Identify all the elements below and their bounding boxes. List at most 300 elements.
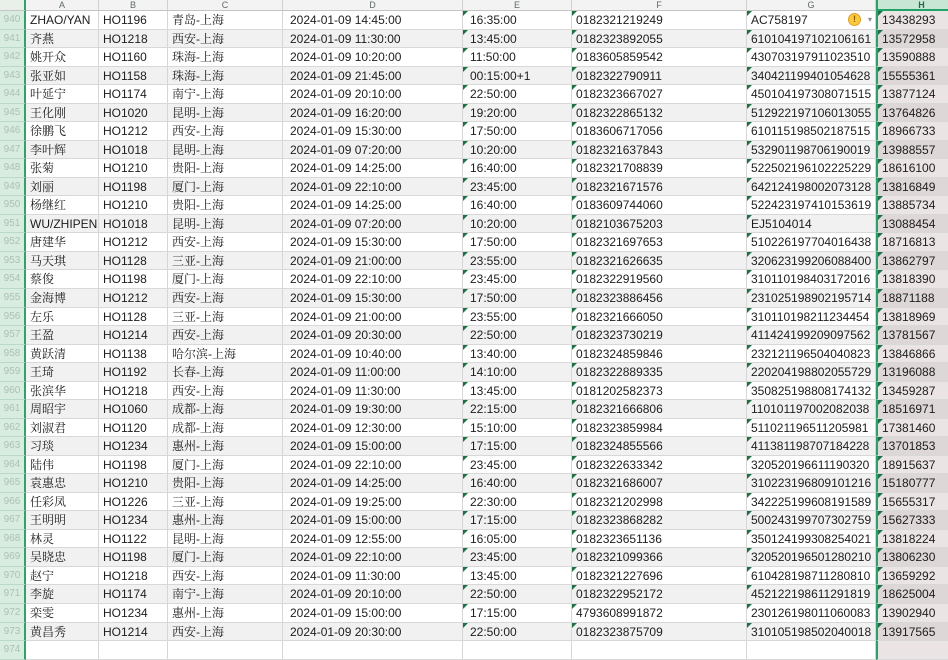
cell-id_no[interactable]: [747, 48, 876, 67]
cell-departure[interactable]: [283, 326, 463, 345]
cell-route[interactable]: [168, 641, 283, 660]
cell-departure[interactable]: [283, 215, 463, 234]
cell-flight_no[interactable]: [99, 30, 168, 49]
cell-arrival[interactable]: [463, 141, 572, 160]
cell-arrival[interactable]: [463, 233, 572, 252]
row-number-cell[interactable]: 954: [0, 270, 26, 289]
cell-name[interactable]: [26, 567, 99, 586]
cell-route[interactable]: [168, 11, 283, 30]
cell-route[interactable]: [168, 85, 283, 104]
cell-name[interactable]: [26, 382, 99, 401]
row-number-cell[interactable]: 945: [0, 104, 26, 123]
column-header-C[interactable]: C: [168, 0, 283, 11]
cell-id_no[interactable]: [747, 345, 876, 364]
cell-id_no[interactable]: [747, 85, 876, 104]
cell-ticket_no[interactable]: [572, 456, 747, 475]
cell-route[interactable]: [168, 548, 283, 567]
row-number-cell[interactable]: 961: [0, 400, 26, 419]
cell-phone[interactable]: [876, 641, 948, 660]
cell-departure[interactable]: [283, 511, 463, 530]
cell-departure[interactable]: [283, 456, 463, 475]
cell-id_no[interactable]: [747, 178, 876, 197]
row-number-cell[interactable]: 967: [0, 511, 26, 530]
cell-phone[interactable]: [876, 289, 948, 308]
cell-name[interactable]: [26, 623, 99, 642]
cell-arrival[interactable]: [463, 511, 572, 530]
cell-phone[interactable]: [876, 419, 948, 438]
row-number-cell[interactable]: 943: [0, 67, 26, 86]
cell-departure[interactable]: [283, 122, 463, 141]
cell-flight_no[interactable]: [99, 289, 168, 308]
cell-id_no[interactable]: [747, 437, 876, 456]
cell-route[interactable]: [168, 623, 283, 642]
cell-arrival[interactable]: [463, 400, 572, 419]
cell-name[interactable]: [26, 419, 99, 438]
cell-departure[interactable]: [283, 178, 463, 197]
cell-flight_no[interactable]: [99, 419, 168, 438]
cell-id_no[interactable]: [747, 363, 876, 382]
cell-name[interactable]: [26, 85, 99, 104]
cell-name[interactable]: [26, 641, 99, 660]
cell-name[interactable]: [26, 178, 99, 197]
cell-departure[interactable]: [283, 141, 463, 160]
row-number-cell[interactable]: 960: [0, 382, 26, 401]
cell-name[interactable]: [26, 437, 99, 456]
cell-route[interactable]: [168, 511, 283, 530]
cell-phone[interactable]: [876, 567, 948, 586]
cell-route[interactable]: [168, 252, 283, 271]
cell-flight_no[interactable]: [99, 382, 168, 401]
cell-departure[interactable]: [283, 623, 463, 642]
cell-route[interactable]: [168, 159, 283, 178]
cell-ticket_no[interactable]: [572, 122, 747, 141]
cell-ticket_no[interactable]: [572, 530, 747, 549]
cell-flight_no[interactable]: [99, 400, 168, 419]
cell-ticket_no[interactable]: [572, 104, 747, 123]
cell-name[interactable]: [26, 141, 99, 160]
cell-name[interactable]: [26, 48, 99, 67]
cell-ticket_no[interactable]: [572, 11, 747, 30]
cell-id_no[interactable]: [747, 141, 876, 160]
row-number-cell[interactable]: 946: [0, 122, 26, 141]
cell-arrival[interactable]: [463, 530, 572, 549]
cell-name[interactable]: [26, 456, 99, 475]
cell-phone[interactable]: [876, 511, 948, 530]
cell-route[interactable]: [168, 178, 283, 197]
cell-departure[interactable]: [283, 382, 463, 401]
cell-route[interactable]: [168, 196, 283, 215]
cell-ticket_no[interactable]: [572, 308, 747, 327]
cell-id_no[interactable]: [747, 289, 876, 308]
cell-flight_no[interactable]: [99, 11, 168, 30]
cell-ticket_no[interactable]: [572, 585, 747, 604]
cell-departure[interactable]: [283, 604, 463, 623]
cell-route[interactable]: [168, 270, 283, 289]
cell-name[interactable]: [26, 308, 99, 327]
cell-arrival[interactable]: [463, 456, 572, 475]
cell-arrival[interactable]: [463, 363, 572, 382]
cell-phone[interactable]: [876, 382, 948, 401]
cell-name[interactable]: [26, 67, 99, 86]
cell-id_no[interactable]: [747, 623, 876, 642]
cell-phone[interactable]: [876, 178, 948, 197]
row-number-cell[interactable]: 952: [0, 233, 26, 252]
cell-ticket_no[interactable]: [572, 215, 747, 234]
column-header-F[interactable]: F: [572, 0, 747, 11]
cell-ticket_no[interactable]: [572, 326, 747, 345]
cell-departure[interactable]: [283, 567, 463, 586]
cell-ticket_no[interactable]: [572, 363, 747, 382]
cell-route[interactable]: [168, 363, 283, 382]
cell-route[interactable]: [168, 474, 283, 493]
cell-flight_no[interactable]: [99, 159, 168, 178]
row-number-cell[interactable]: 953: [0, 252, 26, 271]
cell-route[interactable]: [168, 382, 283, 401]
cell-name[interactable]: [26, 196, 99, 215]
cell-arrival[interactable]: [463, 178, 572, 197]
cell-phone[interactable]: [876, 270, 948, 289]
cell-flight_no[interactable]: [99, 567, 168, 586]
cell-route[interactable]: [168, 48, 283, 67]
row-number-cell[interactable]: 962: [0, 419, 26, 438]
row-number-cell[interactable]: 944: [0, 85, 26, 104]
cell-route[interactable]: [168, 345, 283, 364]
cell-departure[interactable]: [283, 196, 463, 215]
cell-departure[interactable]: [283, 437, 463, 456]
cell-phone[interactable]: [876, 345, 948, 364]
cell-route[interactable]: [168, 400, 283, 419]
cell-arrival[interactable]: [463, 48, 572, 67]
cell-phone[interactable]: [876, 474, 948, 493]
cell-ticket_no[interactable]: [572, 493, 747, 512]
cell-flight_no[interactable]: [99, 178, 168, 197]
cell-arrival[interactable]: [463, 308, 572, 327]
cell-route[interactable]: [168, 419, 283, 438]
cell-phone[interactable]: [876, 604, 948, 623]
cell-phone[interactable]: [876, 308, 948, 327]
cell-id_no[interactable]: [747, 326, 876, 345]
cell-flight_no[interactable]: [99, 326, 168, 345]
cell-ticket_no[interactable]: [572, 252, 747, 271]
cell-arrival[interactable]: [463, 382, 572, 401]
cell-departure[interactable]: [283, 30, 463, 49]
cell-id_no[interactable]: [747, 511, 876, 530]
row-number-cell[interactable]: 950: [0, 196, 26, 215]
cell-id_no[interactable]: [747, 604, 876, 623]
row-number-cell[interactable]: 969: [0, 548, 26, 567]
cell-id_no[interactable]: [747, 122, 876, 141]
chevron-down-icon[interactable]: ▾: [867, 15, 872, 24]
cell-route[interactable]: [168, 104, 283, 123]
row-number-cell[interactable]: 970: [0, 567, 26, 586]
cell-ticket_no[interactable]: [572, 289, 747, 308]
row-number-cell[interactable]: 949: [0, 178, 26, 197]
cell-departure[interactable]: [283, 11, 463, 30]
cell-flight_no[interactable]: [99, 48, 168, 67]
cell-arrival[interactable]: [463, 67, 572, 86]
row-number-cell[interactable]: 974: [0, 641, 26, 660]
cell-route[interactable]: [168, 326, 283, 345]
row-number-cell[interactable]: 966: [0, 493, 26, 512]
cell-arrival[interactable]: [463, 345, 572, 364]
cell-ticket_no[interactable]: [572, 30, 747, 49]
column-header-D[interactable]: D: [283, 0, 463, 11]
cell-arrival[interactable]: [463, 474, 572, 493]
cell-id_no[interactable]: [747, 456, 876, 475]
cell-route[interactable]: [168, 289, 283, 308]
select-all-corner[interactable]: [0, 0, 26, 11]
cell-id_no[interactable]: [747, 474, 876, 493]
error-warning-icon[interactable]: !: [848, 13, 861, 26]
cell-phone[interactable]: [876, 122, 948, 141]
row-number-cell[interactable]: 947: [0, 141, 26, 160]
cell-name[interactable]: [26, 159, 99, 178]
cell-ticket_no[interactable]: [572, 474, 747, 493]
cell-departure[interactable]: [283, 159, 463, 178]
cell-name[interactable]: [26, 493, 99, 512]
cell-flight_no[interactable]: [99, 85, 168, 104]
cell-ticket_no[interactable]: [572, 345, 747, 364]
cell-name[interactable]: [26, 604, 99, 623]
cell-phone[interactable]: [876, 548, 948, 567]
cell-phone[interactable]: [876, 456, 948, 475]
cell-flight_no[interactable]: [99, 233, 168, 252]
cell-name[interactable]: [26, 585, 99, 604]
cell-departure[interactable]: [283, 289, 463, 308]
cell-name[interactable]: [26, 400, 99, 419]
column-header-G[interactable]: G: [747, 0, 876, 11]
row-number-cell[interactable]: 940: [0, 11, 26, 30]
cell-ticket_no[interactable]: [572, 567, 747, 586]
row-number-cell[interactable]: 965: [0, 474, 26, 493]
cell-flight_no[interactable]: [99, 641, 168, 660]
cell-id_no[interactable]: [747, 530, 876, 549]
cell-arrival[interactable]: [463, 30, 572, 49]
cell-flight_no[interactable]: [99, 104, 168, 123]
cell-id_no[interactable]: [747, 585, 876, 604]
cell-ticket_no[interactable]: [572, 400, 747, 419]
cell-phone[interactable]: [876, 400, 948, 419]
cell-arrival[interactable]: [463, 122, 572, 141]
column-header-E[interactable]: E: [463, 0, 572, 11]
cell-route[interactable]: [168, 493, 283, 512]
cell-phone[interactable]: [876, 233, 948, 252]
cell-departure[interactable]: [283, 270, 463, 289]
cell-name[interactable]: [26, 345, 99, 364]
cell-phone[interactable]: [876, 252, 948, 271]
cell-phone[interactable]: [876, 196, 948, 215]
cell-id_no[interactable]: [747, 567, 876, 586]
cell-id_no[interactable]: [747, 419, 876, 438]
cell-phone[interactable]: [876, 67, 948, 86]
row-number-cell[interactable]: 955: [0, 289, 26, 308]
cell-id_no[interactable]: [747, 548, 876, 567]
cell-flight_no[interactable]: [99, 252, 168, 271]
cell-flight_no[interactable]: [99, 493, 168, 512]
cell-ticket_no[interactable]: [572, 548, 747, 567]
cell-flight_no[interactable]: [99, 196, 168, 215]
cell-route[interactable]: [168, 122, 283, 141]
cell-flight_no[interactable]: [99, 67, 168, 86]
cell-ticket_no[interactable]: [572, 85, 747, 104]
cell-departure[interactable]: [283, 48, 463, 67]
cell-phone[interactable]: [876, 530, 948, 549]
cell-route[interactable]: [168, 308, 283, 327]
cell-phone[interactable]: [876, 11, 948, 30]
cell-ticket_no[interactable]: [572, 511, 747, 530]
cell-name[interactable]: [26, 289, 99, 308]
cell-departure[interactable]: [283, 530, 463, 549]
cell-departure[interactable]: [283, 67, 463, 86]
cell-departure[interactable]: [283, 104, 463, 123]
cell-phone[interactable]: [876, 585, 948, 604]
cell-phone[interactable]: [876, 326, 948, 345]
cell-departure[interactable]: [283, 400, 463, 419]
cell-flight_no[interactable]: [99, 511, 168, 530]
cell-route[interactable]: [168, 530, 283, 549]
cell-route[interactable]: [168, 567, 283, 586]
cell-name[interactable]: [26, 270, 99, 289]
row-number-cell[interactable]: 972: [0, 604, 26, 623]
cell-departure[interactable]: [283, 548, 463, 567]
cell-flight_no[interactable]: [99, 456, 168, 475]
cell-flight_no[interactable]: [99, 585, 168, 604]
cell-arrival[interactable]: [463, 215, 572, 234]
cell-id_no[interactable]: [747, 104, 876, 123]
cell-route[interactable]: [168, 67, 283, 86]
cell-id_no[interactable]: [747, 400, 876, 419]
cell-route[interactable]: [168, 456, 283, 475]
cell-ticket_no[interactable]: [572, 141, 747, 160]
row-number-cell[interactable]: 956: [0, 308, 26, 327]
row-number-cell[interactable]: 963: [0, 437, 26, 456]
cell-phone[interactable]: [876, 493, 948, 512]
cell-ticket_no[interactable]: [572, 623, 747, 642]
cell-arrival[interactable]: [463, 289, 572, 308]
cell-departure[interactable]: [283, 252, 463, 271]
cell-departure[interactable]: [283, 345, 463, 364]
cell-id_no[interactable]: [747, 196, 876, 215]
cell-ticket_no[interactable]: [572, 419, 747, 438]
cell-name[interactable]: [26, 548, 99, 567]
cell-arrival[interactable]: [463, 11, 572, 30]
cell-id_no[interactable]: [747, 159, 876, 178]
cell-id_no[interactable]: [747, 252, 876, 271]
cell-route[interactable]: [168, 437, 283, 456]
cell-ticket_no[interactable]: [572, 437, 747, 456]
cell-phone[interactable]: [876, 363, 948, 382]
cell-departure[interactable]: [283, 419, 463, 438]
cell-name[interactable]: [26, 122, 99, 141]
cell-arrival[interactable]: [463, 548, 572, 567]
cell-name[interactable]: [26, 215, 99, 234]
cell-ticket_no[interactable]: [572, 178, 747, 197]
cell-flight_no[interactable]: [99, 141, 168, 160]
cell-phone[interactable]: [876, 623, 948, 642]
cell-name[interactable]: [26, 326, 99, 345]
cell-name[interactable]: [26, 11, 99, 30]
cell-departure[interactable]: [283, 641, 463, 660]
row-number-cell[interactable]: 948: [0, 159, 26, 178]
cell-arrival[interactable]: [463, 85, 572, 104]
cell-flight_no[interactable]: [99, 604, 168, 623]
cell-flight_no[interactable]: [99, 437, 168, 456]
cell-route[interactable]: [168, 585, 283, 604]
cell-departure[interactable]: [283, 308, 463, 327]
cell-flight_no[interactable]: [99, 122, 168, 141]
cell-departure[interactable]: [283, 363, 463, 382]
cell-flight_no[interactable]: [99, 548, 168, 567]
cell-id_no[interactable]: [747, 215, 876, 234]
row-number-cell[interactable]: 971: [0, 585, 26, 604]
row-number-cell[interactable]: 959: [0, 363, 26, 382]
cell-flight_no[interactable]: [99, 270, 168, 289]
row-number-cell[interactable]: 968: [0, 530, 26, 549]
cell-ticket_no[interactable]: [572, 233, 747, 252]
cell-arrival[interactable]: [463, 567, 572, 586]
cell-arrival[interactable]: [463, 419, 572, 438]
cell-name[interactable]: [26, 363, 99, 382]
cell-flight_no[interactable]: [99, 345, 168, 364]
cell-arrival[interactable]: [463, 326, 572, 345]
cell-flight_no[interactable]: [99, 474, 168, 493]
cell-phone[interactable]: [876, 141, 948, 160]
cell-arrival[interactable]: [463, 159, 572, 178]
cell-arrival[interactable]: [463, 585, 572, 604]
row-number-cell[interactable]: 951: [0, 215, 26, 234]
cell-flight_no[interactable]: [99, 308, 168, 327]
cell-id_no[interactable]: [747, 233, 876, 252]
cell-route[interactable]: [168, 215, 283, 234]
cell-name[interactable]: [26, 104, 99, 123]
cell-id_no[interactable]: [747, 493, 876, 512]
cell-arrival[interactable]: [463, 270, 572, 289]
cell-phone[interactable]: [876, 104, 948, 123]
cell-ticket_no[interactable]: [572, 604, 747, 623]
cell-route[interactable]: [168, 604, 283, 623]
cell-arrival[interactable]: [463, 493, 572, 512]
cell-name[interactable]: [26, 530, 99, 549]
cell-id_no[interactable]: [747, 641, 876, 660]
cell-route[interactable]: [168, 233, 283, 252]
cell-arrival[interactable]: [463, 252, 572, 271]
cell-departure[interactable]: [283, 474, 463, 493]
cell-ticket_no[interactable]: [572, 196, 747, 215]
row-number-cell[interactable]: 973: [0, 623, 26, 642]
cell-arrival[interactable]: [463, 623, 572, 642]
cell-id_no[interactable]: [747, 382, 876, 401]
column-header-H[interactable]: H: [876, 0, 948, 11]
cell-phone[interactable]: [876, 215, 948, 234]
cell-id_no[interactable]: [747, 308, 876, 327]
cell-flight_no[interactable]: [99, 215, 168, 234]
cell-id_no[interactable]: [747, 270, 876, 289]
cell-ticket_no[interactable]: [572, 159, 747, 178]
row-number-cell[interactable]: 941: [0, 30, 26, 49]
cell-name[interactable]: [26, 511, 99, 530]
cell-arrival[interactable]: [463, 104, 572, 123]
cell-name[interactable]: [26, 474, 99, 493]
cell-phone[interactable]: [876, 437, 948, 456]
column-header-A[interactable]: A: [26, 0, 99, 11]
row-number-cell[interactable]: 964: [0, 456, 26, 475]
cell-phone[interactable]: [876, 48, 948, 67]
cell-route[interactable]: [168, 30, 283, 49]
cell-name[interactable]: [26, 30, 99, 49]
row-number-cell[interactable]: 957: [0, 326, 26, 345]
cell-ticket_no[interactable]: [572, 641, 747, 660]
cell-arrival[interactable]: [463, 604, 572, 623]
